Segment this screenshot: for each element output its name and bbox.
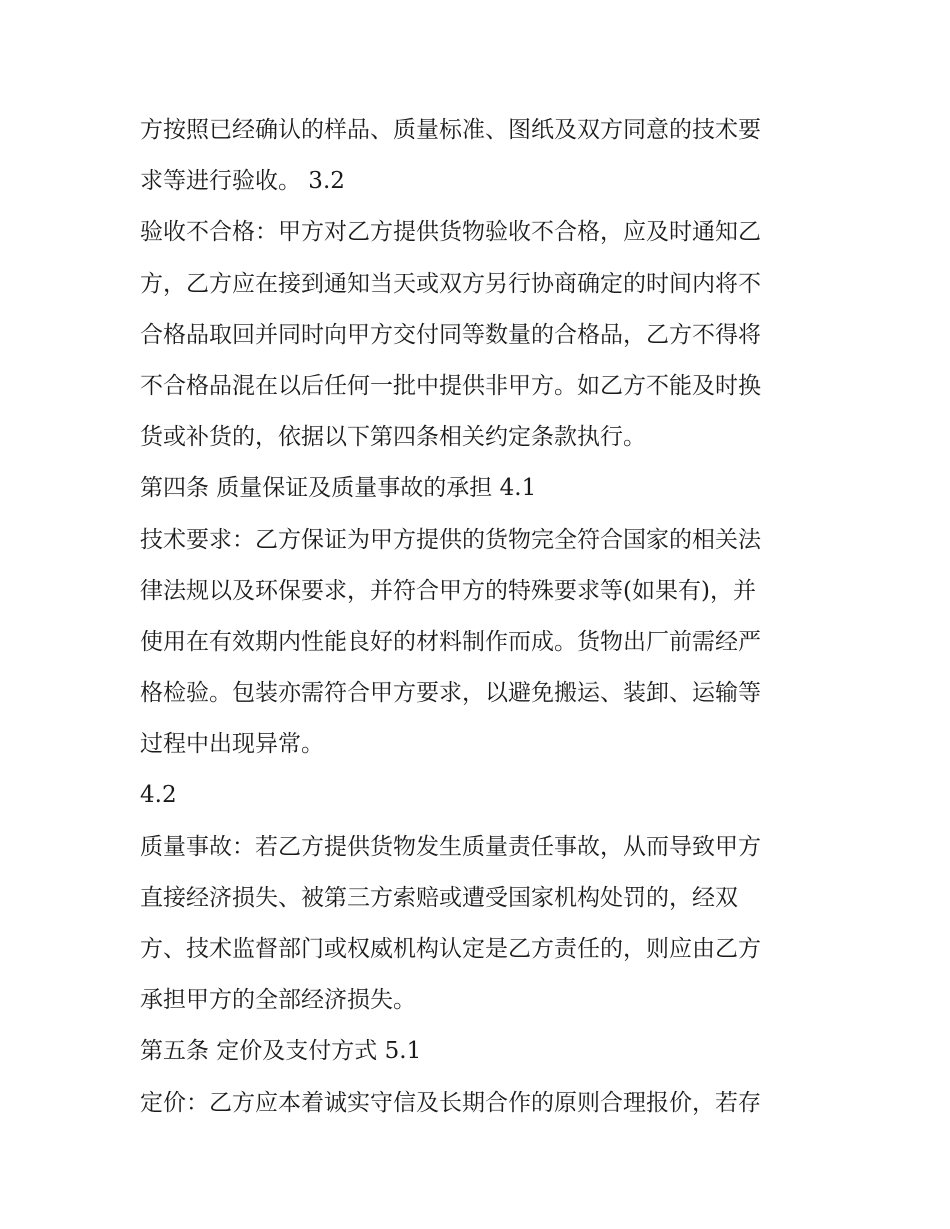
text-line: 不合格品混在以后任何一批中提供非甲方。如乙方不能及时换 — [140, 372, 761, 399]
text-line: 定价：乙方应本着诚实守信及长期合作的原则合理报价，若存 — [140, 1089, 761, 1116]
text-line: 求等进行验收。 3.2 — [140, 168, 345, 195]
clause-number: 4.2 — [140, 782, 177, 809]
text-line: 方、技术监督部门或权威机构认定是乙方责任的，则应由乙方 — [140, 936, 761, 962]
text-line: 格检验。包装亦需符合甲方要求，以避免搬运、装卸、运输等 — [140, 680, 761, 707]
text-line: 律法规以及环保要求，并符合甲方的特殊要求等(如果有)，并 — [140, 577, 756, 604]
text-line: 承担甲方的全部经济损失。 — [140, 987, 416, 1014]
document-body — [140, 105, 820, 1129]
text-line: 质量事故：若乙方提供货物发生质量责任事故，从而导致甲方 — [140, 833, 761, 860]
text-line: 技术要求：乙方保证为甲方提供的货物完全符合国家的相关法 — [140, 526, 761, 553]
text-line: 合格品取回并同时向甲方交付同等数量的合格品，乙方不得将 — [140, 321, 761, 348]
text-line: 方按照已经确认的样品、质量标准、图纸及双方同意的技术要 — [140, 117, 761, 143]
section-heading: 第五条 定价及支付方式 5.1 — [140, 1038, 422, 1065]
text-line: 直接经济损失、被第三方索赔或遭受国家机构处罚的，经双 — [140, 884, 738, 911]
text-line: 过程中出现异常。 — [140, 731, 324, 758]
text-line: 验收不合格：甲方对乙方提供货物验收不合格，应及时通知乙 — [140, 219, 761, 246]
text-line: 货或补货的，依据以下第四条相关约定条款执行。 — [140, 424, 646, 451]
section-heading: 第四条 质量保证及质量事故的承担 4.1 — [140, 475, 537, 502]
text-line: 使用在有效期内性能良好的材料制作而成。货物出厂前需经严 — [140, 628, 761, 655]
text-line: 方，乙方应在接到通知当天或双方另行协商确定的时间内将不 — [140, 270, 761, 297]
